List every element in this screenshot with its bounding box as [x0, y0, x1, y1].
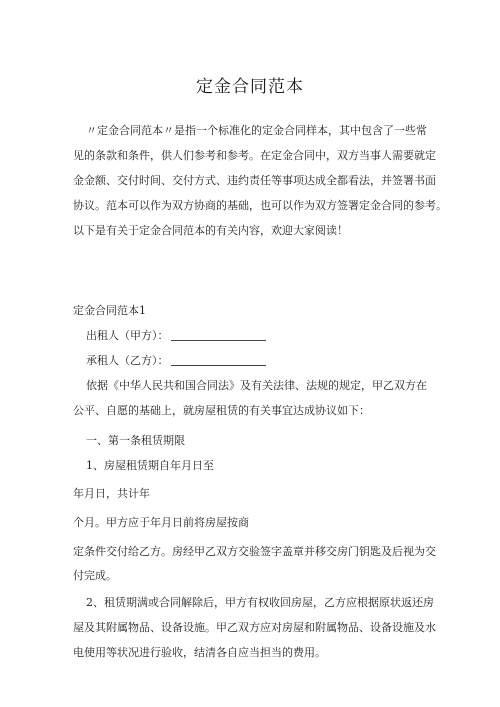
- clause2-line-2: 屋及其附属物品、设备设施。甲乙双方应对房屋和附属物品、设备设施及水: [73, 621, 436, 634]
- intro-line-4: 协议。范本可以作为双方协商的基础，也可以作为双方签署定金合同的参考。: [73, 199, 447, 212]
- clause1-line-4: 定条件交付给乙方。房经甲乙双方交验签字盖章并移交房门钥匙及后视为交: [73, 545, 436, 558]
- document-title: 定金合同范本: [196, 77, 304, 97]
- clause2-line-1: 2、租赁期满或合同解除后，甲方有权收回房屋，乙方应根据原状返还房: [86, 596, 434, 609]
- clause1-line-5: 付完成。: [73, 569, 117, 582]
- intro-line-3: 金金额、交付时间、交付方式、违约责任等事项达成全都看法，并签署书面: [73, 174, 436, 187]
- clause1-line-2: 年月日，共计年: [73, 487, 150, 500]
- intro-line-5: 以下是有关于定金合同范本的有关内容，欢迎大家阅读！: [73, 224, 348, 237]
- lessor-blank: [171, 330, 266, 341]
- lessee-label: 承租人（乙方）：: [86, 354, 169, 367]
- clause2-line-3: 电使用等状况进行验收，结清各自应当担当的费用。: [73, 646, 326, 659]
- lessor-label: 出租人（甲方）：: [86, 329, 169, 342]
- section-title: 定金合同范本1: [73, 304, 146, 317]
- article-heading: 一、第一条租赁期限: [86, 434, 185, 447]
- lessor-line: [86, 329, 448, 343]
- preamble-line-2: 公平、自愿的基础上，就房屋租赁的有关事宜达成协议如下：: [73, 404, 370, 417]
- clause1-line-3: 个月。甲方应于年月日前将房屋按商: [73, 516, 249, 529]
- intro-line-1: 〃定金合同范本〃是指一个标准化的定金合同样本，其中包含了一些常: [86, 124, 427, 137]
- preamble-line-1: 依据《中华人民共和国合同法》及有关法律、法规的规定，甲乙双方在: [86, 379, 427, 392]
- clause1-line-1: 1、房屋租赁期自年月日至: [86, 459, 214, 472]
- intro-line-2: 见的条款和条件，供人们参考和参考。在定金合同中，双方当事人需要就定: [73, 149, 436, 162]
- lessee-blank: [171, 355, 266, 366]
- lessee-line: [86, 354, 448, 368]
